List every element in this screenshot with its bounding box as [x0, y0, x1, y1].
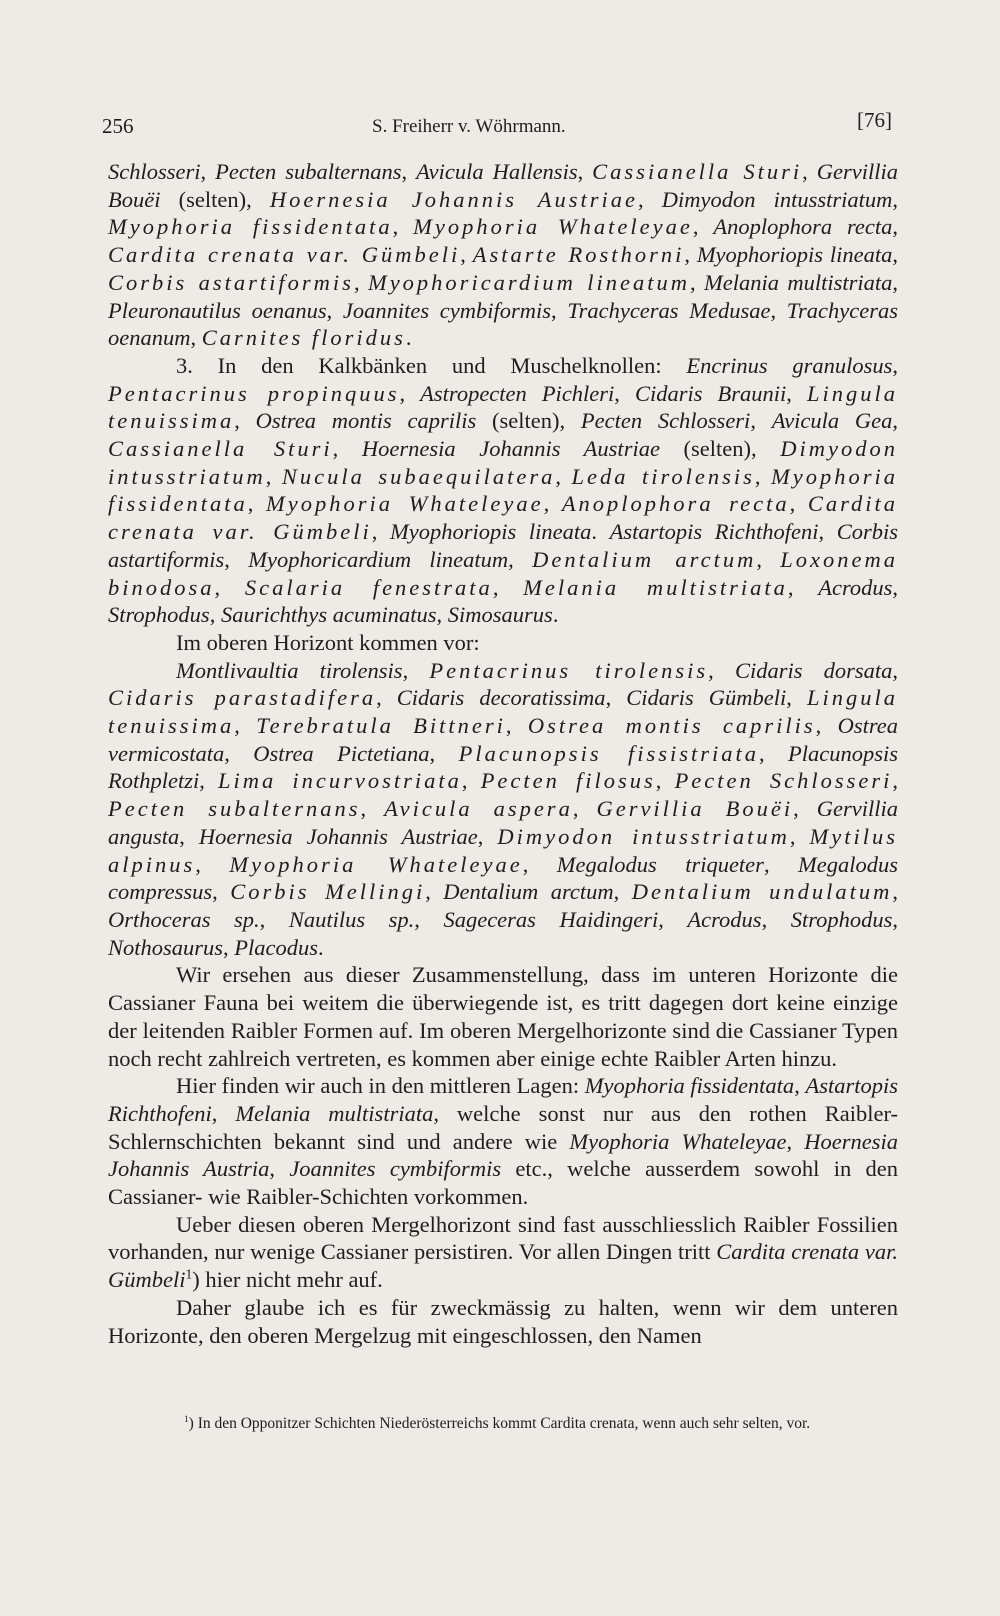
species-name: Melania multistriata [704, 269, 893, 295]
species-name-spaced: Cardita crenata var. Gümbeli [108, 242, 461, 268]
text-run: , [759, 740, 789, 766]
text-run: , [692, 214, 714, 240]
text-run: , [200, 159, 216, 184]
text-run: , [815, 713, 838, 739]
species-name: Nothosaurus [108, 934, 224, 960]
species-name-spaced: Melania multistriata [523, 574, 788, 600]
text-run: , [429, 740, 459, 766]
text-run: ) hier nicht mehr auf. [192, 1267, 383, 1293]
species-name-spaced: Avicula aspera [384, 796, 573, 822]
species-name: Astartopis Richthofeni [609, 519, 819, 545]
text-run: , [179, 823, 199, 849]
species-name: Trachyceras Medusae [567, 297, 771, 323]
text-run: , [577, 159, 593, 184]
species-name: Ostrea vermicostata [108, 713, 899, 766]
paragraph [108, 158, 898, 352]
text-run: , [555, 463, 572, 489]
text-run: , [892, 269, 899, 295]
species-name-spaced: Cassianella Sturi [108, 436, 333, 462]
paragraph [108, 352, 898, 629]
text-run: , [399, 380, 421, 406]
footnote [112, 1412, 898, 1436]
species-name: Pecten subalternans [215, 159, 402, 184]
species-name: Orthoceras sp. [108, 906, 260, 932]
footnote-ref: 1 [185, 1266, 193, 1282]
text-run: . [405, 325, 412, 351]
species-name-spaced: Pentacrinus tirolensis [429, 657, 709, 683]
species-name: Montlivaultia tirolensis [176, 657, 403, 683]
text-run: , [199, 768, 219, 794]
text-run: , [234, 713, 257, 739]
text-run: , [787, 574, 819, 600]
species-name-spaced: Myophoria Whateleyae [266, 491, 544, 517]
text-run: , [770, 297, 787, 323]
species-name-spaced: Cassianella Sturi [592, 159, 803, 184]
species-name-spaced: Lingula tenuissima [108, 685, 898, 739]
text-run: , [543, 491, 562, 517]
footnote-text: ) In den Opponitzer Schichten Niederösterreichs kommt Cardita crenata, wenn auch sehr selten, vor. [188, 1415, 811, 1432]
text-run: , [224, 740, 254, 766]
text-run: , [190, 325, 202, 351]
text-run: , [259, 906, 289, 932]
species-name: Astropecten Pichleri [420, 380, 615, 406]
text-run: , [637, 186, 662, 212]
text-run: Hier finden wir auch in den mittleren Lagen: [176, 1073, 585, 1099]
text-run: , [265, 463, 282, 489]
text-run: Im oberen Horizont kommen vor: [176, 629, 480, 655]
species-name-spaced: Astarte Rosthorni [472, 242, 685, 268]
text-run: , [761, 906, 791, 932]
text-run: , [392, 214, 414, 240]
text-run: , [892, 408, 899, 434]
species-name-spaced: Myophoria fissidentata [108, 463, 898, 517]
text-run: , [892, 657, 898, 683]
species-name: Pecten Schlosseri [580, 408, 751, 434]
species-name-spaced: Dimyodon intusstriatum [108, 436, 899, 489]
text-run: Ueber diesen oberen Mergelhorizont sind fast ausschliesslich Raibler Fossilien vorhanden, nur wenige Cassianer persistiren. Vor allen Dingen tritt [108, 1211, 898, 1265]
page-number: 256 [102, 114, 134, 138]
text-run: Daher glaube ich es für zweckmässig zu halten, wenn wir dem unteren Horizonte, den oberen Mergelzug mit eingeschlossen, den Namen [108, 1294, 898, 1348]
text-run: , welche sonst nur aus den rothen Raibler-Schlernschichten bekannt sind und andere wie [108, 1100, 899, 1154]
text-run: , [794, 1073, 806, 1099]
text-run: , [605, 685, 627, 711]
paragraph [108, 1294, 898, 1349]
species-name-spaced: Mytilus alpinus [108, 823, 899, 877]
page-header [102, 104, 892, 144]
species-name: Cidaris decoratissima [396, 685, 606, 711]
species-name-spaced: Nucula subaequilatera [281, 463, 556, 489]
text-run: , [789, 823, 810, 849]
species-name: Placodus [234, 934, 319, 960]
text-run: , [892, 214, 899, 240]
text-run: , [708, 657, 735, 683]
species-name: Simosaurus [447, 602, 553, 628]
text-run: , [754, 463, 771, 489]
species-name-spaced: Dentalium undulatum [631, 879, 893, 905]
text-run: , [786, 685, 807, 711]
text-run: , [613, 879, 632, 905]
text-run: , [522, 851, 557, 877]
paragraph [108, 629, 898, 657]
species-name: Joannites cymbiformis [342, 297, 552, 323]
species-name-spaced: Dentalium arctum [532, 546, 757, 572]
species-name: Gervillia angusta [108, 796, 899, 849]
species-name: Hoernesia Johannis Austria [108, 1128, 898, 1182]
species-name: Saurichthys acuminatus [220, 602, 437, 628]
species-name: Hoernesia Johannis Austriae [361, 436, 660, 462]
text-run: , [505, 713, 528, 739]
species-name: Myophoriopis lineata [390, 519, 592, 545]
species-name: Avicula Hallensis [416, 159, 578, 184]
species-name-spaced: Terebratula Bittneri [256, 713, 506, 739]
text-run: , [195, 851, 230, 877]
text-run: , [892, 574, 899, 600]
species-name: Schlosseri [108, 159, 201, 184]
species-name-spaced: Corbis Mellingi [230, 879, 426, 905]
text-run: , [402, 657, 430, 683]
text-run: , [209, 602, 221, 628]
text-run: , [655, 768, 675, 794]
text-run: , [211, 1100, 236, 1126]
species-name-spaced: Anoplophora recta [561, 491, 790, 517]
species-name: Placunopsis Rothpletzi [108, 740, 899, 794]
species-name: Melania multistriata [235, 1100, 434, 1126]
text-run: , [786, 1128, 805, 1154]
species-name: Ostrea montis caprilis [255, 408, 477, 434]
text-run: , [460, 242, 473, 268]
text-run: , [269, 1156, 290, 1182]
text-run: , [892, 186, 899, 212]
text-run: , [414, 906, 444, 932]
text-run: . [318, 934, 324, 960]
species-name: Joannites cymbiformis [289, 1156, 502, 1182]
species-name: Sageceras Haidingeri [443, 906, 659, 932]
species-name-spaced: Lima incurvostriata [218, 768, 462, 794]
text-run: , [756, 546, 781, 572]
species-name: Acrodus [818, 574, 893, 600]
species-name: Avicula Gea [771, 408, 893, 434]
species-name-spaced: Cidaris parastadifera [108, 685, 377, 711]
species-name: Corbis astartiformis [108, 519, 898, 572]
species-name: Cidaris Gümbeli [626, 685, 787, 711]
text-run: , [793, 796, 817, 822]
species-name: Megalodus triqueter [556, 851, 764, 877]
species-name: Anoplophora recta [713, 214, 893, 240]
text-run: , [326, 297, 343, 323]
text-run: etc., welche ausserdem sowohl in den Cassianer- wie Raibler-Schichten vorkommen. [108, 1156, 898, 1210]
species-name: Encrinus granulosus [686, 352, 893, 378]
species-name-spaced: Scalaria fenestrata [244, 574, 493, 600]
paragraph [108, 1211, 898, 1294]
text-run: (selten), [659, 436, 781, 462]
text-run: , [658, 906, 688, 932]
text-run: , [892, 768, 899, 794]
text-run: , [223, 934, 235, 960]
text-run: , [461, 768, 481, 794]
text-run: , [786, 380, 807, 406]
text-run: , [789, 491, 808, 517]
species-name-spaced: Pecten filosus [480, 768, 656, 794]
paragraph [108, 1072, 898, 1211]
species-name: Myophoriopis lineata [696, 242, 893, 268]
species-name-spaced: Pecten subalternans [108, 796, 361, 822]
species-name-spaced: Gervillia Bouëi [596, 796, 794, 822]
species-name-spaced: Pecten Schlosseri [674, 768, 893, 794]
footnote-paragraph [112, 1412, 898, 1436]
text-run: (selten), [160, 186, 270, 212]
species-name: Ostrea Pictetiana [253, 740, 430, 766]
species-name-spaced: Myophoricardium lineatum [367, 269, 690, 295]
species-name: Astartopis Richthofeni [108, 1073, 898, 1126]
species-name-spaced: Pentacrinus propinquus [108, 380, 400, 406]
species-name-spaced: Placunopsis fissistriata [458, 740, 759, 766]
text-run: , [234, 408, 256, 434]
text-run: . [552, 602, 559, 628]
text-run: , [425, 879, 444, 905]
text-run: , [224, 546, 249, 572]
species-name-spaced: Leda tirolensis [571, 463, 755, 489]
text-run: , [763, 851, 798, 877]
footnote-marker: 1 [184, 1414, 189, 1425]
species-name-spaced: Myophoria fissidentata [108, 214, 393, 240]
text-run: , [551, 297, 568, 323]
species-name: Trachyceras oenanum [108, 297, 898, 351]
text-run: , [360, 796, 385, 822]
text-run: , [572, 796, 597, 822]
text-run: , [214, 574, 245, 600]
species-name-spaced: Carnites floridus [201, 325, 406, 351]
species-name-spaced: Corbis astartiformis [108, 269, 354, 295]
paragraph [108, 961, 898, 1072]
text-run: , [247, 491, 267, 517]
main-text [108, 158, 898, 1349]
text-run: , [802, 159, 817, 184]
text-run: , [892, 906, 899, 932]
species-name-spaced: Dimyodon intusstriatum [497, 823, 790, 849]
species-name-spaced: Myophoria Whateleyae [413, 214, 693, 240]
species-name-spaced: Myophoria Whateleyae [229, 851, 523, 877]
text-run: , [332, 436, 362, 462]
species-name-spaced: Hoernesia Johannis Austriae [269, 186, 638, 212]
text-run: Wir ersehen aus dieser Zusammenstellung, dass im unteren Horizonte die Cassianer Fauna bei weitem die überwiegende ist, es tritt dagegen dort keine einzige der leitenden Raibler Formen auf. Im oberen Mergelhorizonte sind die Cassianer Typen noch recht zahlreich vertreten, es kommen aber einige echte Raibler Arten hinzu. [108, 962, 898, 1071]
text-run: , [684, 242, 697, 268]
species-name: Nautilus sp. [288, 906, 415, 932]
species-name: Hoernesia Johannis Austriae [198, 823, 478, 849]
text-run: , [477, 823, 498, 849]
species-name-spaced: Cardita crenata var. Gümbeli [108, 491, 899, 545]
text-run: , [689, 269, 704, 295]
species-name: Myophoria fissidentata [584, 1073, 795, 1099]
species-name: Cardita crenata var. Gümbeli [108, 1239, 898, 1293]
species-name-spaced: Loxonema binodosa [108, 546, 899, 600]
text-run: , [212, 879, 231, 905]
species-name: Myophoria Whateleyae [569, 1128, 787, 1154]
species-name-spaced: Ostrea montis caprilis [527, 713, 816, 739]
species-name: Strophodus [108, 602, 210, 628]
paragraph [108, 657, 898, 962]
text-run: , [353, 269, 368, 295]
text-run: , [401, 159, 417, 184]
text-run: . [591, 519, 610, 545]
text-run: , [436, 602, 448, 628]
text-run: , [492, 574, 524, 600]
species-name: Acrodus [687, 906, 762, 932]
species-name-spaced: Lingula tenuissima [108, 380, 898, 434]
text-run: , [508, 546, 533, 572]
page-reference: [76] [857, 108, 892, 132]
species-name: Megalodus compressus [108, 851, 898, 905]
text-run: (selten), [476, 408, 581, 434]
text-run: 3. In den Kalkbänken und Muschelknollen: [176, 352, 687, 378]
species-name: Dentalium arctum [443, 879, 614, 905]
text-run: , [892, 879, 899, 905]
text-run: , [818, 519, 837, 545]
species-name: Myophoricardium lineatum [248, 546, 509, 572]
text-run: , [892, 352, 899, 378]
species-name: Pleuronautilus oenanus [108, 297, 327, 323]
text-run: , [376, 685, 397, 711]
running-title: S. Freiherr v. Wöhrmann. [372, 116, 566, 137]
species-name: Strophodus [790, 906, 893, 932]
species-name: Gervillia Bouëi [108, 159, 898, 212]
text-run: , [750, 408, 772, 434]
species-name: Cidaris dorsata [734, 657, 893, 683]
text-run: , [892, 242, 899, 268]
text-run: , [371, 519, 390, 545]
species-name: Dimyodon intusstriatum [661, 186, 893, 212]
species-name: Cidaris Braunii [634, 380, 787, 406]
text-run: , [614, 380, 635, 406]
